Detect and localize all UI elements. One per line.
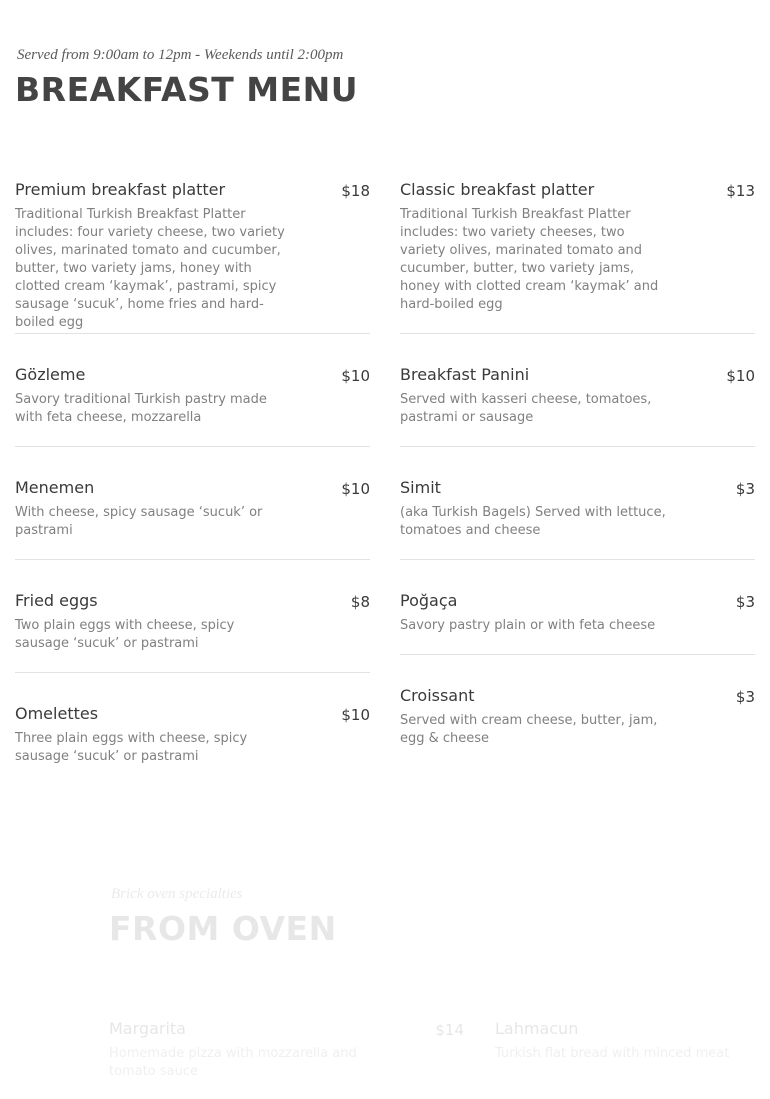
menu-item-simit[interactable]: [400, 478, 755, 559]
menu-divider: [15, 559, 370, 560]
menu-item-name: Gözleme: [15, 365, 86, 384]
breakfast-header: [17, 47, 358, 109]
oven-header: [111, 886, 337, 948]
menu-divider: [400, 333, 755, 334]
menu-item-price: $10: [341, 706, 370, 724]
menu-divider: [400, 654, 755, 655]
menu-divider: [15, 333, 370, 334]
menu-item-description: Three plain eggs with cheese, spicy sausage ‘sucuk’ or pastrami: [15, 731, 248, 764]
menu-item-price: $18: [341, 182, 370, 200]
menu-item-description: Traditional Turkish Breakfast Platter includes: two variety cheeses, two variety olives, marinated tomato and cucumber, butter, two variety jams, honey with clotted cream ‘kaymak’ and hard-boiled egg: [400, 207, 659, 312]
menu-item-price: $10: [726, 367, 755, 385]
oven-subtitle: Brick oven specialties: [111, 886, 243, 902]
oven-right-column: [495, 1019, 765, 1099]
breakfast-left-column: [15, 180, 370, 785]
breakfast-serving-hours: Served from 9:00am to 12pm - Weekends until 2:00pm: [17, 47, 344, 63]
menu-item-menemen[interactable]: [15, 478, 370, 559]
menu-item-name: Breakfast Panini: [400, 365, 530, 384]
menu-item-breakfast-panini[interactable]: [400, 365, 755, 446]
menu-item-pogaca[interactable]: [400, 591, 755, 654]
oven-menu-title: FROM OVEN: [109, 909, 337, 948]
menu-item-name: Premium breakfast platter: [15, 180, 226, 199]
menu-item-fried-eggs[interactable]: [15, 591, 370, 672]
menu-item-price: $8: [350, 593, 370, 611]
menu-divider: [15, 672, 370, 673]
menu-item-description: Traditional Turkish Breakfast Platter includes: four variety cheese, two variety olives, marinated tomato and cucumber, butter, two variety jams, honey with clotted cream ‘kaymak’, pastrami, spicy sausage ‘sucuk’, home fries and hard-boiled egg: [15, 207, 285, 330]
menu-item-description: Served with kasseri cheese, tomatoes, pastrami or sausage: [400, 392, 652, 425]
menu-divider: [400, 559, 755, 560]
menu-item-name: Poğaça: [400, 591, 458, 610]
menu-item-omelettes[interactable]: [15, 704, 370, 785]
breakfast-menu-title: BREAKFAST MENU: [15, 70, 359, 109]
menu-item-description: Two plain eggs with cheese, spicy sausage ‘sucuk’ or pastrami: [15, 618, 235, 651]
menu-item-name: Classic breakfast platter: [400, 180, 595, 199]
menu-item-margarita[interactable]: [109, 1019, 464, 1099]
menu-item-name: Margarita: [109, 1019, 186, 1038]
menu-item-name: Omelettes: [15, 704, 99, 723]
menu-item-price: $3: [735, 593, 755, 611]
menu-item-description: (aka Turkish Bagels) Served with lettuce, tomatoes and cheese: [400, 505, 666, 538]
menu-item-gozleme[interactable]: [15, 365, 370, 446]
menu-item-description: Served with cream cheese, butter, jam, egg & cheese: [400, 713, 658, 746]
menu-item-lahmacun[interactable]: [495, 1019, 765, 1099]
menu-item-price: $3: [735, 480, 755, 498]
oven-left-column: [109, 1019, 464, 1099]
menu-item-name: Fried eggs: [15, 591, 98, 610]
menu-item-description: Savory pastry plain or with feta cheese: [400, 618, 656, 633]
menu-item-price: $13: [726, 182, 755, 200]
menu-item-name: Lahmacun: [495, 1019, 579, 1038]
menu-item-price: $10: [341, 480, 370, 498]
menu-item-name: Simit: [400, 478, 441, 497]
menu-item-premium-breakfast-platter[interactable]: [15, 180, 370, 333]
menu-item-price: $10: [341, 367, 370, 385]
menu-item-name: Croissant: [400, 686, 475, 705]
menu-item-description: With cheese, spicy sausage ‘sucuk’ or pastrami: [15, 505, 263, 538]
breakfast-right-column: [400, 180, 755, 767]
menu-item-description: Homemade pizza with mozzarella and tomato sauce: [109, 1046, 357, 1079]
menu-item-classic-breakfast-platter[interactable]: [400, 180, 755, 333]
menu-item-description: Turkish flat bread with minced meat: [495, 1046, 730, 1061]
menu-item-description: Savory traditional Turkish pastry made with feta cheese, mozzarella: [15, 392, 267, 425]
menu-divider: [400, 446, 755, 447]
menu-item-price: $3: [735, 688, 755, 706]
menu-item-croissant[interactable]: [400, 686, 755, 767]
menu-divider: [15, 446, 370, 447]
menu-item-price: $14: [435, 1021, 464, 1039]
menu-item-name: Menemen: [15, 478, 95, 497]
